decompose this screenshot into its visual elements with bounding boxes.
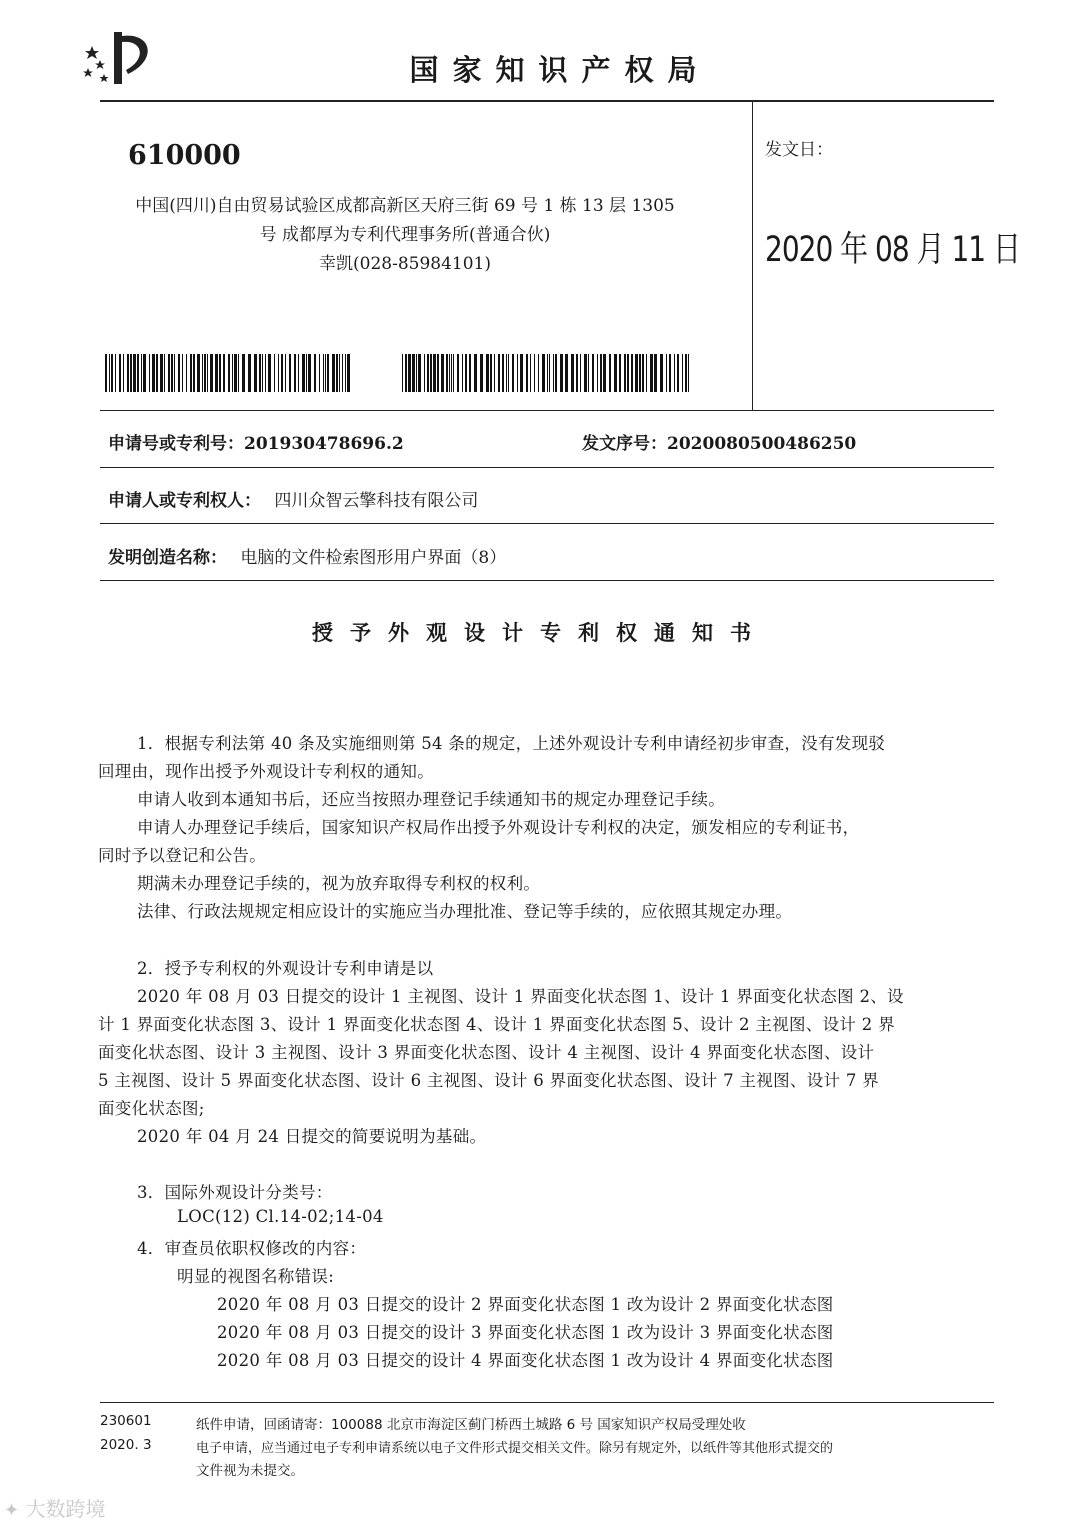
barcode-bar	[306, 354, 307, 392]
barcode-bar	[660, 354, 663, 392]
barcode-bar	[416, 354, 417, 392]
barcode-bar	[650, 354, 653, 392]
barcode-bar	[119, 354, 121, 392]
footer-text-2: 电子申请，应当通过电子专利申请系统以电子文件形式提交相关文件。除另有规定外，以纸件等其他形式提交的	[196, 1441, 834, 1456]
dispatch-date-label: 发文日：	[765, 140, 833, 160]
barcode-bar	[327, 354, 329, 392]
body-line: 5 主视图、设计 5 界面变化状态图、设计 6 主视图、设计 6 界面变化状态图、设计 7 主视图、设计 7 界	[98, 1071, 879, 1090]
barcode-bar	[449, 354, 450, 392]
barcode-bar	[654, 354, 657, 392]
barcode-bar	[666, 354, 667, 392]
barcode-bar	[592, 354, 594, 392]
barcode-bar	[418, 354, 421, 392]
barcode-bar	[204, 354, 206, 392]
watermark	[4, 1493, 105, 1522]
barcode-bar	[609, 354, 611, 392]
date-divider	[752, 101, 753, 411]
barcode-bar	[210, 354, 213, 392]
barcode-bar	[278, 354, 279, 392]
barcode-bar	[549, 354, 550, 392]
watermark-icon: ✦	[4, 1500, 20, 1521]
barcode-bar	[430, 354, 432, 392]
body-line: 面变化状态图、设计 3 主视图、设计 3 界面变化状态图、设计 4 主视图、设计 4 界面变化状态图、设计	[98, 1043, 875, 1062]
barcode-bar	[149, 354, 150, 392]
serial-number-row	[582, 429, 856, 454]
barcode-left	[105, 354, 352, 392]
barcode-bar	[130, 354, 132, 392]
body-line: 申请人收到本通知书后，还应当按照办理登记手续通知书的规定办理登记手续。	[137, 790, 725, 809]
barcode-bar	[285, 354, 286, 392]
barcode-bar	[137, 354, 139, 392]
barcode-bar	[174, 354, 175, 392]
barcode-bar	[571, 354, 574, 392]
barcode-bar	[588, 354, 589, 392]
body-line: 申请人办理登记手续后，国家知识产权局作出授予外观设计专利权的决定，颁发相应的专利证书，	[137, 818, 860, 837]
design-name-value: 电脑的文件检索图形用户界面（8）	[240, 548, 507, 568]
barcode-bar	[207, 354, 208, 392]
barcode-bar	[685, 354, 687, 392]
office-title: 国家知识产权局	[409, 53, 711, 87]
cnipa-logo-icon	[78, 26, 160, 88]
barcode-bar	[555, 354, 557, 392]
rule-1	[100, 410, 994, 411]
body-line: 2020 年 08 月 03 日提交的设计 2 界面变化状态图 1 改为设计 2 界面变化状态图	[217, 1295, 834, 1314]
barcode-bar	[160, 354, 163, 392]
barcode-bar	[646, 354, 647, 392]
barcode-bar	[635, 354, 638, 392]
body-line: 2020 年 08 月 03 日提交的设计 4 界面变化状态图 1 改为设计 4 界面变化状态图	[217, 1351, 834, 1370]
barcode-bar	[441, 354, 444, 392]
barcode-bar	[502, 354, 504, 392]
barcode-bar	[234, 354, 237, 392]
barcode-bar	[486, 354, 489, 392]
barcode-bar	[164, 354, 165, 392]
barcode-bar	[580, 354, 581, 392]
header-rule	[100, 100, 994, 102]
barcode-bar	[480, 354, 483, 392]
applicant-value: 四川众智云擎科技有限公司	[274, 491, 479, 511]
barcode-bar	[259, 354, 261, 392]
barcode-bar	[474, 354, 477, 392]
rule-2	[100, 467, 994, 468]
body-line: 2020 年 04 月 24 日提交的简要说明为基础。	[137, 1127, 487, 1146]
barcode-bar	[319, 354, 320, 392]
barcode-bar	[248, 354, 251, 392]
barcode-bar	[171, 354, 173, 392]
body-line: 4．审查员依职权修改的内容：	[137, 1239, 367, 1258]
barcode-bar	[446, 354, 448, 392]
application-number-row	[108, 429, 404, 454]
barcode-bar	[265, 354, 266, 392]
barcode-bar	[339, 354, 340, 392]
barcode-bar	[547, 354, 548, 392]
address-line-1: 中国(四川)自由贸易试验区成都高新区天府三街 69 号 1 栋 13 层 1305	[135, 196, 675, 216]
body-line: 同时予以登记和公告。	[98, 846, 266, 865]
barcode-bar	[603, 354, 606, 392]
barcode-bar	[560, 354, 563, 392]
barcode-bar	[115, 354, 116, 392]
rule-3	[100, 523, 994, 524]
barcode-bar	[530, 354, 531, 392]
barcode-bar	[402, 354, 403, 392]
barcode-bar	[111, 354, 113, 392]
barcode-bar	[302, 354, 305, 392]
body-line: 1．根据专利法第 40 条及实施细则第 54 条的规定，上述外观设计专利申请经初步审查，没有发现驳	[137, 734, 886, 753]
footer-code-2: 2020. 3	[100, 1437, 152, 1453]
barcode-bar	[565, 354, 568, 392]
barcode-bar	[538, 354, 539, 392]
barcode-bar	[268, 354, 271, 392]
barcode-bar	[123, 354, 124, 392]
barcode-bar	[242, 354, 245, 392]
design-name-label: 发明创造名称：	[108, 548, 227, 568]
body-line: 计 1 界面变化状态图 3、设计 1 界面变化状态图 4、设计 1 界面变化状态图 5、设计 2 主视图、设计 2 界	[98, 1015, 895, 1034]
barcode-bar	[469, 354, 471, 392]
barcode-bar	[465, 354, 467, 392]
barcode-bar	[109, 354, 110, 392]
rule-4	[100, 580, 994, 581]
barcode-bar	[534, 354, 535, 392]
design-name-row	[108, 543, 506, 568]
barcode-bar	[105, 354, 107, 392]
barcode-bar	[408, 354, 411, 392]
barcode-bar	[298, 354, 299, 392]
serial-number-value: 2020080500486250	[667, 434, 857, 454]
barcode-bar	[506, 354, 507, 392]
applicant-label: 申请人或专利权人：	[108, 491, 261, 511]
body-line: 2020 年 08 月 03 日提交的设计 1 主视图、设计 1 界面变化状态图 1、设计 1 界面变化状态图 2、设	[137, 987, 904, 1006]
barcode-bar	[308, 354, 311, 392]
barcode-bar	[526, 354, 528, 392]
footer-rule	[100, 1402, 994, 1403]
barcode-bar	[141, 354, 142, 392]
barcode-bar	[197, 354, 200, 392]
barcode-bar	[332, 354, 335, 392]
barcode-bar	[143, 354, 146, 392]
barcode-bar	[186, 354, 187, 392]
barcode-bar	[223, 354, 225, 392]
barcode-bar	[168, 354, 170, 392]
barcode-bar	[215, 354, 218, 392]
barcode-bar	[600, 354, 602, 392]
barcode-bar	[325, 354, 326, 392]
postcode: 610000	[128, 140, 241, 171]
barcode-bar	[508, 354, 509, 392]
barcode-bar	[453, 354, 454, 392]
barcode-bar	[133, 354, 136, 392]
barcode-bar	[462, 354, 463, 392]
body-line: 明显的视图名称错误:	[177, 1267, 335, 1286]
barcode-bar	[190, 354, 192, 392]
barcode-bar	[584, 354, 587, 392]
barcode-bar	[232, 354, 233, 392]
barcode-bar	[342, 354, 343, 392]
body-line: 面变化状态图;	[98, 1099, 205, 1118]
barcode-bar	[512, 354, 514, 392]
application-number-label: 申请号或专利号：	[108, 434, 244, 454]
barcode-right	[402, 354, 693, 392]
barcode-bar	[576, 354, 578, 392]
barcode-bar	[494, 354, 495, 392]
watermark-text: 大数跨境	[25, 1497, 106, 1521]
barcode-bar	[639, 354, 641, 392]
barcode-bar	[238, 354, 239, 392]
barcode-bar	[347, 354, 350, 392]
barcode-bar	[274, 354, 275, 392]
body-line: 3．国际外观设计分类号：	[137, 1183, 333, 1202]
barcode-bar	[323, 354, 324, 392]
barcode-bar	[345, 354, 346, 392]
barcode-bar	[520, 354, 523, 392]
body-line: 期满未办理登记手续的，视为放弃取得专利权的权利。	[137, 874, 541, 893]
dispatch-date-value: 2020 年 08 月 11 日	[765, 228, 1021, 270]
barcode-bar	[437, 354, 439, 392]
barcode-bar	[156, 354, 158, 392]
barcode-bar	[281, 354, 283, 392]
barcode-bar	[228, 354, 230, 392]
barcode-bar	[597, 354, 598, 392]
barcode-bar	[457, 354, 459, 392]
contact-line: 幸凯(028-85984101)	[319, 254, 491, 274]
applicant-row	[108, 486, 478, 511]
serial-number-label: 发文序号：	[582, 434, 667, 454]
barcode-bar	[427, 354, 429, 392]
barcode-bar	[498, 354, 500, 392]
barcode-bar	[688, 354, 689, 392]
barcode-bar	[254, 354, 257, 392]
barcode-bar	[193, 354, 195, 392]
barcode-bar	[619, 354, 621, 392]
barcode-bar	[262, 354, 263, 392]
barcode-bar	[336, 354, 338, 392]
barcode-bar	[314, 354, 316, 392]
barcode-bar	[294, 354, 296, 392]
barcode-bar	[424, 354, 425, 392]
footer-text-1: 纸件申请，回函请寄：100088 北京市海淀区蓟门桥西土城路 6 号 国家知识产权局受理处收	[196, 1417, 746, 1433]
barcode-bar	[669, 354, 671, 392]
barcode-bar	[219, 354, 221, 392]
barcode-bar	[152, 354, 155, 392]
barcode-bar	[433, 354, 436, 392]
barcode-bar	[451, 354, 452, 392]
barcode-bar	[627, 354, 629, 392]
barcode-bar	[178, 354, 180, 392]
barcode-bar	[682, 354, 683, 392]
barcode-bar	[517, 354, 518, 392]
body-line: 2020 年 08 月 03 日提交的设计 3 界面变化状态图 1 改为设计 3 界面变化状态图	[217, 1323, 834, 1342]
barcode-bar	[405, 354, 407, 392]
barcode-bar	[542, 354, 545, 392]
barcode-bar	[182, 354, 183, 392]
body-line: LOC(12) Cl.14-02;14-04	[177, 1207, 384, 1226]
notice-title: 授予外观设计专利权通知书	[312, 621, 768, 645]
body-line: 回理由，现作出授予外观设计专利权的通知。	[98, 762, 434, 781]
barcode-bar	[202, 354, 203, 392]
application-number-value: 201930478696.2	[244, 434, 404, 454]
barcode-bar	[677, 354, 679, 392]
barcode-bar	[289, 354, 291, 392]
barcode-bar	[624, 354, 626, 392]
footer-text-3: 文件视为未提交。	[196, 1463, 304, 1479]
barcode-bar	[553, 354, 554, 392]
barcode-bar	[674, 354, 675, 392]
footer-code-1: 230601	[100, 1413, 152, 1429]
barcode-bar	[412, 354, 415, 392]
barcode-bar	[490, 354, 492, 392]
body-line: 2．授予专利权的外观设计专利申请是以	[137, 959, 434, 978]
barcode-bar	[642, 354, 644, 392]
barcode-bar	[631, 354, 633, 392]
barcode-bar	[127, 354, 129, 392]
barcode-bar	[614, 354, 617, 392]
body-line: 法律、行政法规规定相应设计的实施应当办理批准、登记等手续的，应依照其规定办理。	[137, 902, 793, 921]
address-line-2: 号 成都厚为专利代理事务所(普通合伙)	[259, 225, 551, 245]
